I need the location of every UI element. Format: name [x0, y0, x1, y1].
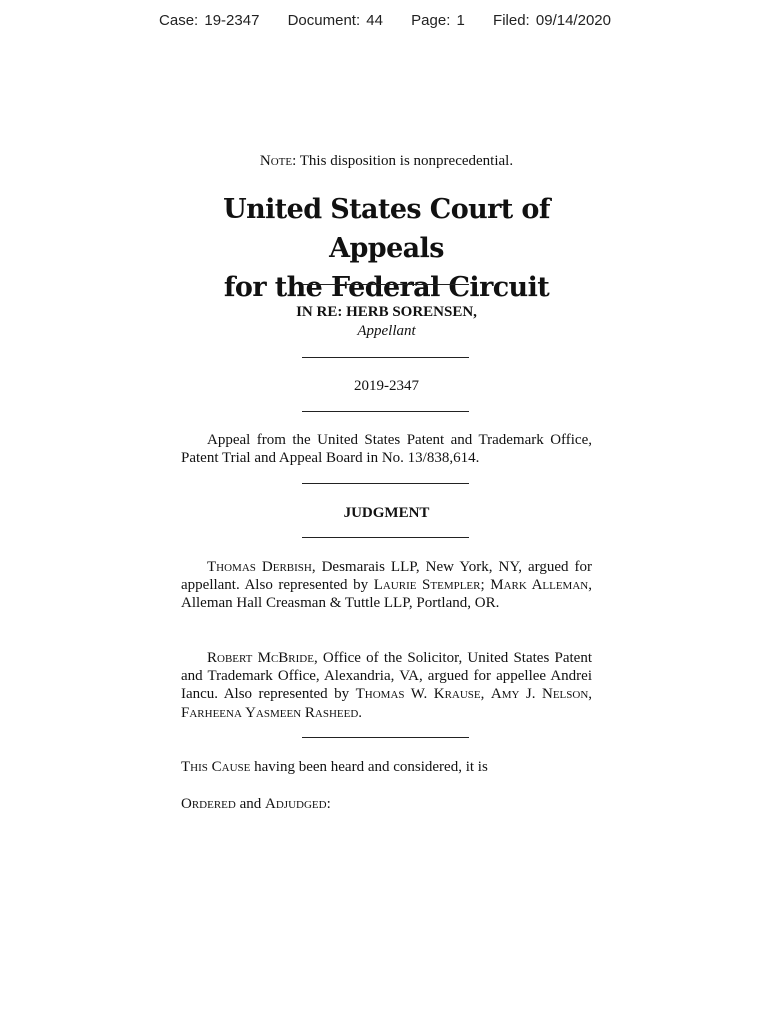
page-number: Page: 1	[411, 12, 465, 29]
divider	[302, 357, 469, 358]
appellee-counsel-paragraph	[181, 649, 592, 722]
ordered-statement	[181, 795, 592, 813]
nonprecedential-note	[181, 152, 592, 170]
adjudged-word: Adjudged	[265, 796, 327, 812]
ordered-text: and	[235, 796, 266, 812]
cause-label: This Cause	[181, 759, 251, 775]
attorney-name: Mark Alleman	[490, 577, 589, 594]
counsel-text: , Desmarais LLP, New York, NY, argued for appellant. Also represented by	[181, 559, 592, 594]
counsel-text: ,	[480, 686, 491, 703]
document-number: Document: 44	[287, 12, 383, 29]
divider	[302, 737, 469, 738]
judgment-title: JUDGMENT	[343, 505, 430, 521]
attorney-name: Farheena Yasmeen Rasheed	[181, 704, 359, 721]
divider	[302, 284, 469, 285]
note-text: : This disposition is nonprecedential.	[292, 153, 514, 169]
ordered-word: Ordered	[181, 796, 236, 812]
court-name	[181, 190, 592, 307]
cause-statement	[181, 758, 592, 776]
appeal-paragraph: Appeal from the United States Patent and Trademark Office, Patent Trial and Appeal Board in No. 13/838,614.	[181, 432, 592, 467]
counsel-text: ,	[588, 686, 593, 703]
case-caption: IN RE: HERB SORENSEN,	[296, 304, 477, 320]
attorney-name: Laurie Stempler	[373, 577, 481, 594]
ordered-end: :	[326, 796, 331, 812]
attorney-name: Robert McBride	[207, 650, 314, 666]
divider	[302, 483, 469, 484]
case-number: Case: 19-2347	[159, 12, 260, 29]
attorney-name: Amy J. Nelson	[490, 686, 589, 703]
docket-number: 2019-2347	[354, 378, 419, 394]
filed-date: Filed: 09/14/2020	[493, 12, 611, 29]
attorney-name: Thomas W. Krause	[355, 686, 481, 703]
filing-header	[0, 12, 770, 29]
counsel-text: .	[358, 704, 363, 721]
note-label: Note	[259, 153, 293, 169]
counsel-text: , Alleman Hall Creasman & Tuttle LLP, Portland, OR.	[181, 577, 592, 612]
attorney-name: Thomas Derbish	[207, 559, 312, 575]
cause-text: having been heard and considered, it is	[250, 759, 488, 775]
divider	[302, 411, 469, 412]
divider	[302, 537, 469, 538]
appellant-counsel-paragraph	[181, 558, 592, 613]
party-role: Appellant	[357, 323, 416, 339]
counsel-text: ;	[480, 577, 491, 594]
court-name-line2: for the Federal Circuit	[223, 272, 550, 303]
counsel-text: , Office of the Solicitor, United States Patent and Trademark Office, Alexandria, VA, argued for appellee Andrei Iancu. Also represented by	[181, 650, 592, 703]
court-name-line1: United States Court of Appeals	[223, 194, 550, 264]
